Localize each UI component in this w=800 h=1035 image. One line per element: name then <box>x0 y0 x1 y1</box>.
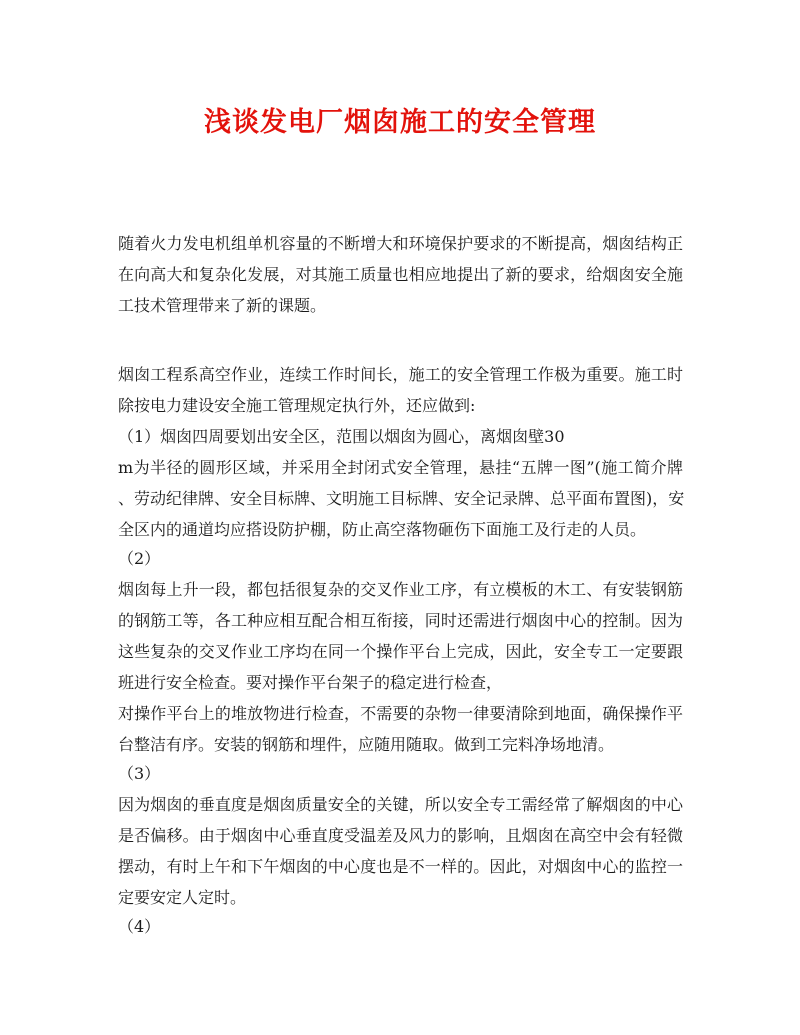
paragraph-line: （1）烟囱四周要划出安全区，范围以烟囱为圆心，离烟囱壁30 <box>118 427 565 446</box>
section-marker: （2） <box>118 549 161 568</box>
paragraph-line: 烟囱每上升一段，都包括很复杂的交叉作业工序，有立模板的木工、有安装钢筋 <box>118 580 683 599</box>
paragraph-line: 随着火力发电机组单机容量的不断增大和环境保护要求的不断提高，烟囱结构正 <box>118 234 683 253</box>
paragraph-line: m为半径的圆形区域，并采用全封闭式安全管理，悬挂“五牌一图”(施工简介牌 <box>118 458 683 477</box>
paragraph-line: 除按电力建设安全施工管理规定执行外，还应做到: <box>118 396 476 415</box>
paragraph-line: 在向高大和复杂化发展，对其施工质量也相应地提出了新的要求，给烟囱安全施 <box>118 265 683 284</box>
paragraph-line: 对操作平台上的堆放物进行检查，不需要的杂物一律要清除到地面，确保操作平 <box>118 704 683 723</box>
document-title: 浅谈发电厂烟囱施工的安全管理 <box>204 107 596 138</box>
section-marker: （4） <box>118 917 161 936</box>
paragraph-line: 这些复杂的交叉作业工序均在同一个操作平台上完成，因此，安全专工一定要跟 <box>118 642 683 661</box>
section-marker: （3） <box>118 764 161 783</box>
paragraph-line: 烟囱工程系高空作业，连续工作时间长，施工的安全管理工作极为重要。施工时 <box>118 365 683 384</box>
paragraph-line: 工技术管理带来了新的课题。 <box>118 296 327 315</box>
paragraph-line: 定要安定人定时。 <box>118 888 247 907</box>
paragraph-line: 班进行安全检查。要对操作平台架子的稳定进行检查， <box>118 673 503 692</box>
paragraph-line: 、劳动纪律牌、安全目标牌、文明施工目标牌、安全记录牌、总平面布置图)，安 <box>118 489 685 508</box>
paragraph-line: 是否偏移。由于烟囱中心垂直度受温差及风力的影响，且烟囱在高空中会有轻微 <box>118 826 683 845</box>
paragraph-line: 全区内的通道均应搭设防护棚，防止高空落物砸伤下面施工及行走的人员。 <box>118 520 647 539</box>
paragraph-line: 的钢筋工等，各工种应相互配合相互衔接，同时还需进行烟囱中心的控制。因为 <box>118 611 683 630</box>
paragraph-line: 摆动，有时上午和下午烟囱的中心度也是不一样的。因此，对烟囱中心的监控一 <box>118 857 683 876</box>
paragraph-line: 因为烟囱的垂直度是烟囱质量安全的关键，所以安全专工需经常了解烟囱的中心 <box>118 795 683 814</box>
paragraph-line: 台整洁有序。安装的钢筋和埋件，应随用随取。做到工完料净场地清。 <box>118 735 615 754</box>
